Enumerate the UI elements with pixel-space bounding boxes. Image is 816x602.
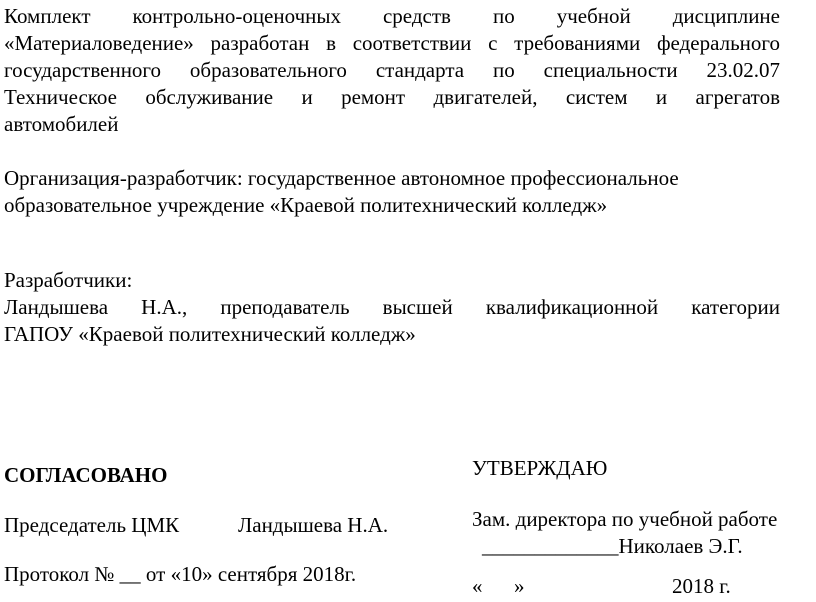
intro-line-3: государственного образовательного стандарта по специальности 23.02.07 bbox=[4, 58, 780, 82]
developers-line-1: Ландышева Н.А., преподаватель высшей квалификационной категории bbox=[4, 295, 780, 319]
developers-heading: Разработчики: bbox=[4, 268, 133, 292]
intro-line-4: Техническое обслуживание и ремонт двигателей, систем и агрегатов bbox=[4, 85, 780, 109]
organization-line-1: Организация-разработчик: государственное автономное профессиональное bbox=[4, 166, 679, 190]
approved-position: Зам. директора по учебной работе bbox=[472, 507, 778, 531]
intro-line-2: «Материаловедение» разработан в соответствии с требованиями федерального bbox=[4, 31, 780, 55]
intro-line-5: автомобилей bbox=[4, 112, 119, 136]
approved-year: 2018 г. bbox=[672, 574, 731, 598]
intro-line-1: Комплект контрольно-оценочных средств по учебной дисциплине bbox=[4, 4, 780, 28]
approved-date-quotes: « » bbox=[472, 574, 525, 598]
protocol-line: Протокол № __ от «10» сентября 2018г. bbox=[4, 562, 357, 586]
agreed-heading: СОГЛАСОВАНО bbox=[4, 463, 168, 487]
organization-line-2: образовательное учреждение «Краевой политехнический колледж» bbox=[4, 193, 608, 217]
approved-signature-line: _____________Николаев Э.Г. bbox=[482, 534, 743, 558]
chair-label: Председатель ЦМК bbox=[4, 513, 180, 537]
chair-name: Ландышева Н.А. bbox=[238, 513, 389, 537]
developers-line-2: ГАПОУ «Краевой политехнический колледж» bbox=[4, 322, 416, 346]
approved-heading: УТВЕРЖДАЮ bbox=[472, 456, 608, 480]
